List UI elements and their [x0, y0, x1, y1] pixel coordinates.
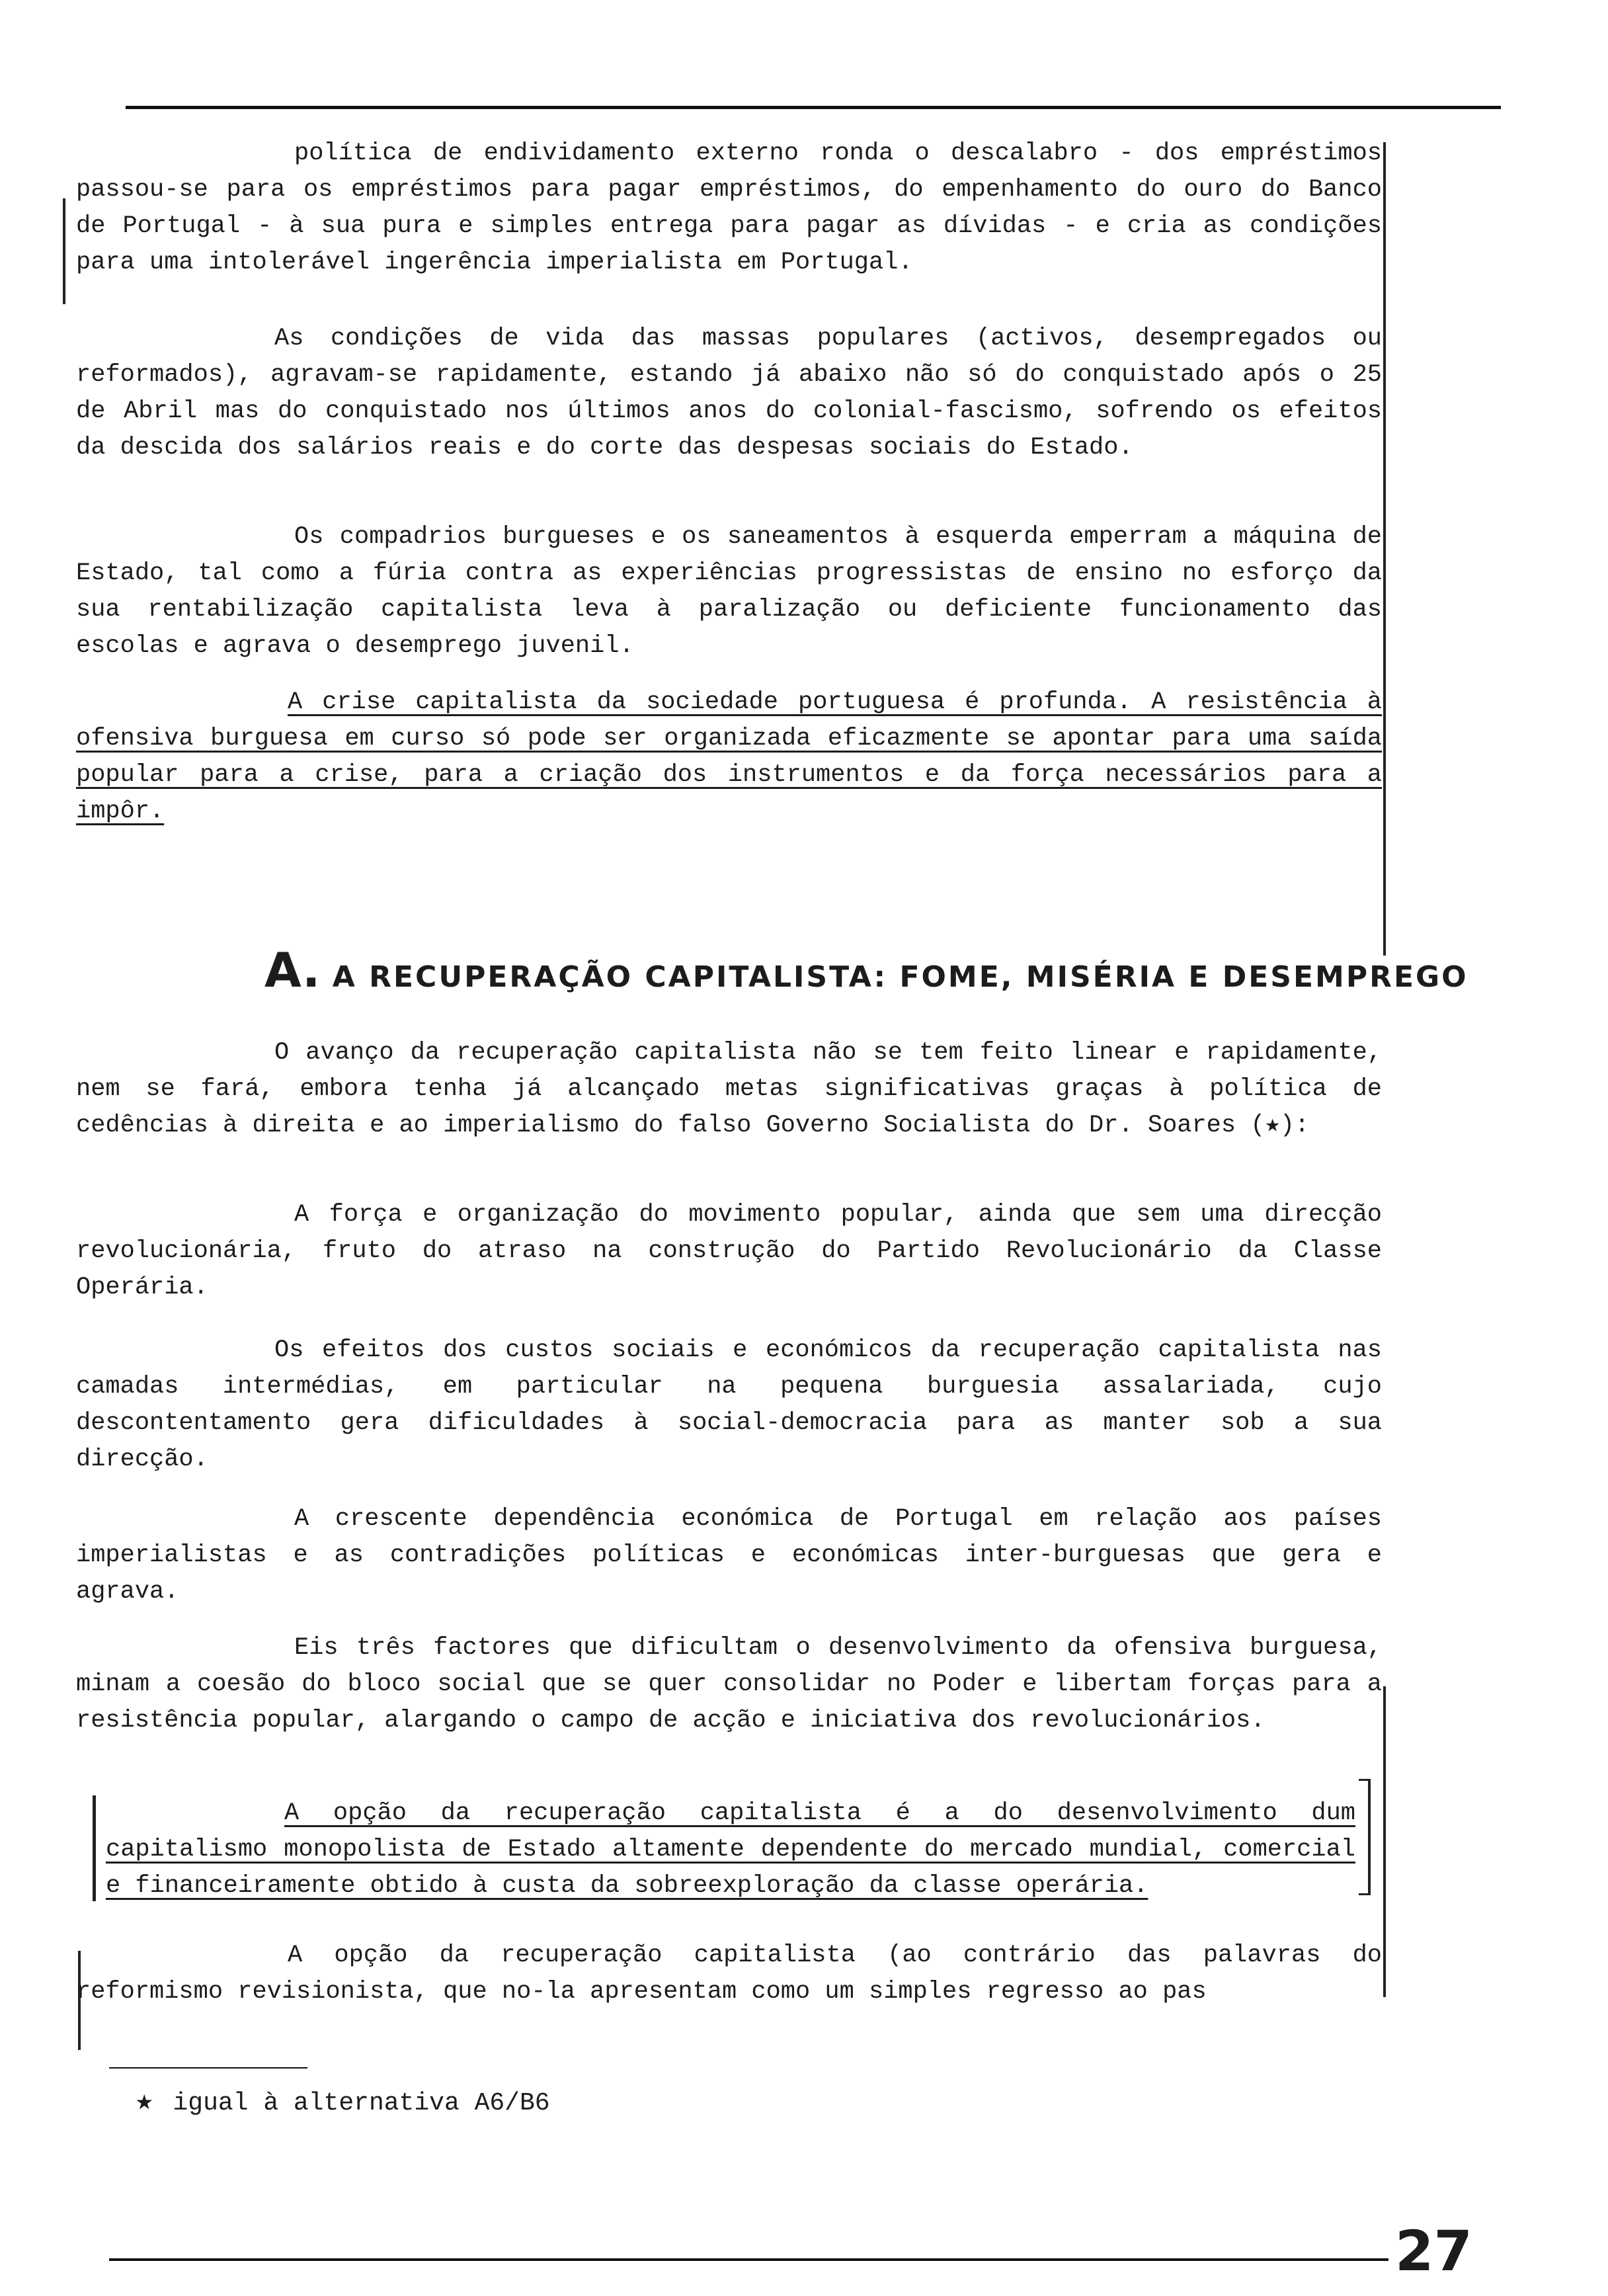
margin-bracket-right	[1359, 1779, 1371, 1895]
paragraph-2-text: As condições de vida das massas populares (activos, desempregados ou reformados), agravam-se rapidamente, estando já abaixo não só do conquistado após o 25 de Abril mas do conquistado nos últimos anos do colonial-fascismo, sofrendo os efeitos da descida dos salários reais e do corte das despesas sociais do Estado.	[76, 325, 1382, 462]
footnote-text: igual à alternativa A6/B6	[173, 2089, 550, 2117]
paragraph-5	[76, 1035, 1382, 1144]
paragraph-1	[76, 136, 1382, 281]
paragraph-7-text: Os efeitos dos custos sociais e económicos da recuperação capitalista nas camadas intermédias, em particular na pequena burguesia assalariada, cujo descontentamento gera dificuldades à social-democracia para as manter sob a sua direcção.	[76, 1336, 1382, 1473]
paragraph-9-text: Eis três factores que dificultam o desenvolvimento da ofensiva burguesa, minam a coesão do bloco social que se quer consolidar no Poder e libertam forças para a resistência popular, alargando o campo de acção e iniciativa dos revolucionários.	[76, 1634, 1382, 1735]
paragraph-3	[76, 519, 1382, 665]
section-letter: A.	[264, 942, 321, 998]
paragraph-3-text: Os compadrios burgueses e os saneamentos à esquerda emperram a máquina de Estado, tal como a fúria contra as experiências progressistas de ensino no esforço da sua rentabilização capitalista leva à paralização ou deficiente funcionamento das escolas e agrava o desemprego juvenil.	[76, 523, 1382, 660]
paragraph-4-text: A crise capitalista da sociedade portuguesa é profunda. A resistência à ofensiva burguesa em curso só pode ser organizada eficazmente se apontar para uma saída popular para a crise, para a criação dos instrumentos e da força necessários para a impôr.	[76, 688, 1382, 825]
paragraph-11-text: A opção da recuperação capitalista (ao contrário das palavras do reformismo revisionista, que no-la apresentam como um simples regresso ao pas	[76, 1942, 1382, 2006]
page-number: 27	[1395, 2219, 1472, 2283]
right-margin-line	[1383, 142, 1386, 956]
star-icon: ★	[136, 2086, 153, 2119]
paragraph-8	[76, 1501, 1382, 1610]
top-rule	[126, 106, 1501, 109]
paragraph-9	[76, 1630, 1382, 1739]
paragraph-10-text: A opção da recuperação capitalista é a do desenvolvimento dum capitalismo monopolista de Estado altamente dependente do mercado mundial, comercial e financeiramente obtido à custa da sobreexploração da classe operária.	[106, 1799, 1355, 1900]
paragraph-11	[76, 1938, 1382, 2010]
right-margin-line-lower	[1383, 1686, 1386, 1997]
left-margin-line-top	[63, 198, 65, 304]
margin-mark-left	[93, 1795, 96, 1901]
footnote	[136, 2083, 550, 2119]
paragraph-8-text: A crescente dependência económica de Portugal em relação aos países imperialistas e as contradições políticas e económicas inter-burguesas que gera e agrava.	[76, 1505, 1382, 1606]
footnote-separator	[109, 2067, 307, 2069]
paragraph-7	[76, 1332, 1382, 1478]
paragraph-5-text: O avanço da recuperação capitalista não se tem feito linear e rapidamente, nem se fará, embora tenha já alcançado metas significativas graças à política de cedências à direita e ao imperialismo do falso Governo Socialista do Dr. Soares (★):	[76, 1039, 1382, 1139]
paragraph-2	[76, 321, 1382, 466]
paragraph-4	[76, 684, 1382, 830]
bottom-rule	[109, 2258, 1388, 2261]
section-heading	[264, 942, 1468, 998]
paragraph-6-text: A força e organização do movimento popular, ainda que sem uma direcção revolucionária, fruto do atraso na construção do Partido Revolucionário da Classe Operária.	[76, 1201, 1382, 1301]
paragraph-1-text: política de endividamento externo ronda o descalabro - dos empréstimos passou-se para os empréstimos para pagar empréstimos, do empenhamento do ouro do Banco de Portugal - à sua pura e simples entrega para pagar as dívidas - e cria as condições para uma intolerável ingerência imperialista em Portugal.	[76, 140, 1382, 276]
section-title: A RECUPERAÇÃO CAPITALISTA: FOME, MISÉRIA E DESEMPREGO	[332, 960, 1468, 994]
paragraph-10	[106, 1795, 1355, 1905]
paragraph-6	[76, 1197, 1382, 1306]
